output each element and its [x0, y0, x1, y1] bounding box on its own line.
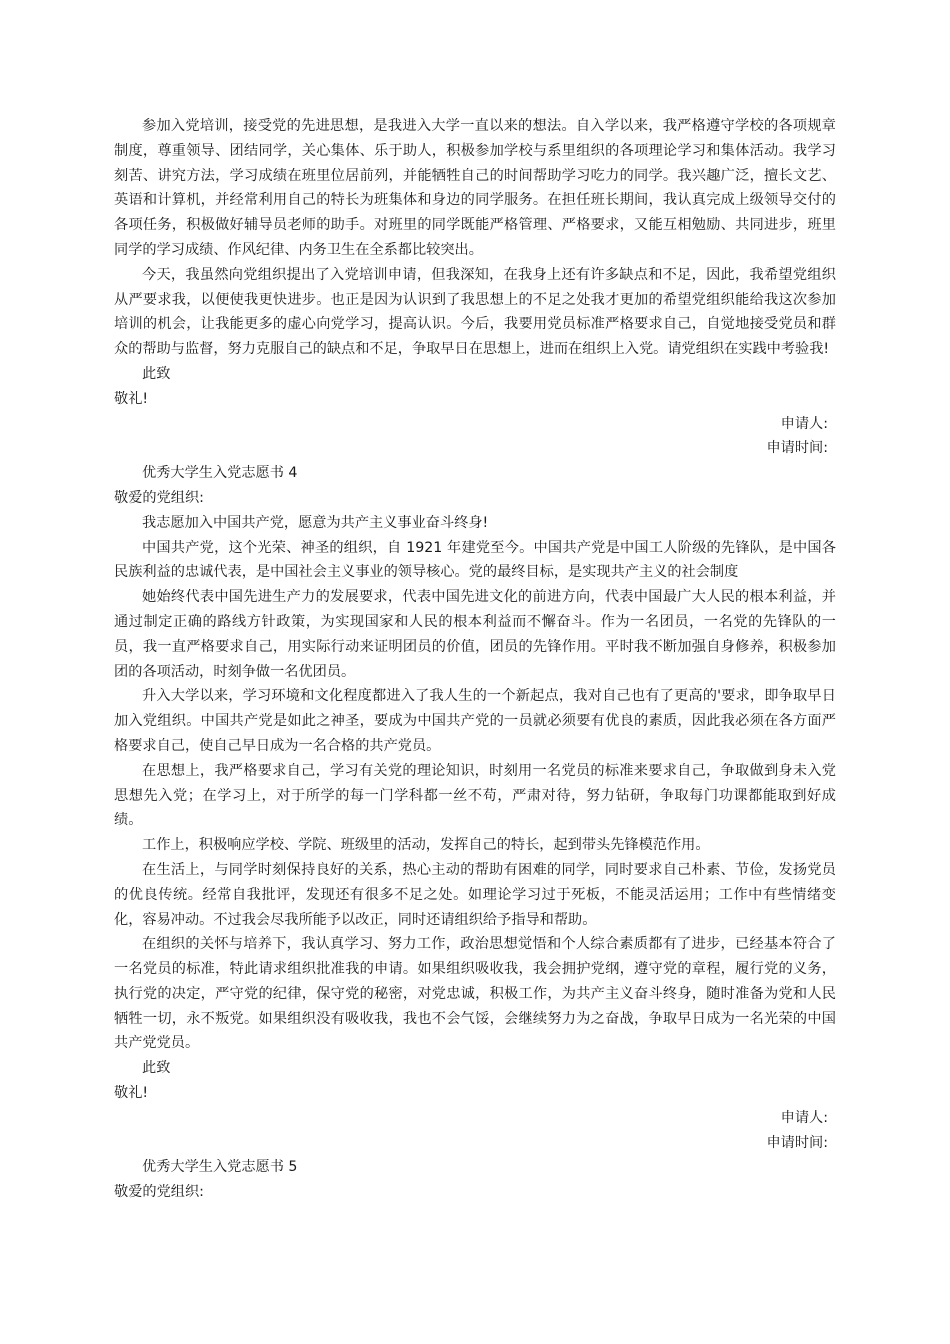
paragraph: 参加入党培训，接受党的先进思想，是我进入大学一直以来的想法。自入学以来，我严格遵守学校的各项规章制度，尊重领导、团结同学，关心集体、乐于助人，积极参加学校与系里组织的各项理论学习和集体活动。我学习刻苦、讲究方法，学习成绩在班里位居前列，并能牺牲自己的时间帮助学习吃力的同学。我兴趣广泛，擅长文艺、英语和计算机，并经常利用自己的特长为班集体和身边的同学服务。在担任班长期间，我认真完成上级领导交付的各项任务，积极做好辅导员老师的助手。对班里的同学既能严格管理、严格要求，又能互相勉励、共同进步，班里同学的学习成绩、作风纪律、内务卫生在全系都比较突出。 — [114, 118, 836, 258]
greeting-text: 敬爱的党组织: — [114, 1184, 204, 1201]
paragraph: 中国共产党，这个光荣、神圣的组织，自 1921 年建党至今。中国共产党是中国工人阶级的先锋队，是中国各民族利益的忠诚代表，是中国社会主义事业的领导核心。党的最终目标，是实现共产主义的社会制度 — [114, 539, 836, 581]
date-label: 申请时间: — [766, 440, 828, 457]
applicant-label: 申请人: — [780, 1109, 828, 1126]
paragraph: 我志愿加入中国共产党，愿意为共产主义事业奋斗终身! — [142, 514, 489, 531]
section-title: 优秀大学生入党志愿书 4 — [142, 465, 298, 482]
paragraph: 升入大学以来，学习环境和文化程度都进入了我人生的一个新起点，我对自己也有了更高的'要求，即争取早日加入党组织。中国共产党是如此之神圣，要成为中国共产党的一员就必须要有优良的素质，因此我必须在各方面严格要求自己，使自己早日成为一名合格的共产党员。 — [114, 688, 836, 754]
paragraph: 在思想上，我严格要求自己，学习有关党的理论知识，时刻用一名党员的标准来要求自己，争取做到身未入党思想先入党；在学习上，对于所学的每一门学科都一丝不苟，严肃对待，努力钻研，争取每门功课都能取到好成绩。 — [114, 762, 836, 829]
applicant-label: 申请人: — [780, 415, 828, 432]
paragraph: 在组织的关怀与培养下，我认真学习、努力工作，政治思想觉悟和个人综合素质都有了进步，已经基本符合了一名党员的标准，特此请求组织批准我的申请。如果组织吸收我，我会拥护党纲，遵守党的章程，履行党的义务，执行党的决定，严守党的纪律，保守党的秘密，对党忠诚，积极工作，为共产主义奋斗终身，随时准备为党和人民牺牲一切，永不叛党。如果组织没有吸收我，我也不会气馁，会继续努力为之奋战，争取早日成为一名光荣的中国共产党党员。 — [114, 936, 836, 1052]
paragraph: 在生活上，与同学时刻保持良好的关系，热心主动的帮助有困难的同学，同时要求自己朴素、节俭，发扬党员的优良传统。经常自我批评，发现还有很多不足之处。如理论学习过于死板，不能灵活运用；工作中有些情绪变化，容易冲动。不过我会尽我所能予以改正，同时还请组织给予指导和帮助。 — [114, 861, 836, 928]
section-title: 优秀大学生入党志愿书 5 — [142, 1159, 298, 1176]
closing-text: 此致 — [142, 1060, 171, 1077]
closing-text: 此致 — [142, 365, 171, 382]
salute-text: 敬礼! — [114, 390, 149, 407]
paragraph: 她始终代表中国先进生产力的发展要求，代表中国先进文化的前进方向，代表中国最广大人民的根本利益，并通过制定正确的路线方针政策，为实现国家和人民的根本利益而不懈奋斗。作为一名团员，一名党的先锋队的一员，我一直严格要求自己，用实际行动来证明团员的价值，团员的先锋作用。平时我不断加强自身修养，积极参加团的各项活动，时刻争做一名优团员。 — [114, 589, 836, 680]
paragraph: 工作上，积极响应学校、学院、班级里的活动，发挥自己的特长，起到带头先锋模范作用。 — [142, 837, 710, 854]
salute-text: 敬礼! — [114, 1085, 149, 1102]
document-body — [114, 114, 836, 1205]
date-label: 申请时间: — [766, 1134, 828, 1151]
greeting-text: 敬爱的党组织: — [114, 489, 204, 506]
paragraph: 今天，我虽然向党组织提出了入党培训申请，但我深知，在我身上还有许多缺点和不足，因此，我希望党组织从严要求我，以便使我更快进步。也正是因为认识到了我思想上的不足之处我才更加的希望党组织能给我这次参加培训的机会，让我能更多的虚心向党学习，提高认识。今后，我要用党员标准严格要求自己，自觉地接受党员和群众的帮助与监督，努力克服自己的缺点和不足，争取早日在思想上，进而在组织上入党。请党组织在实践中考验我! — [114, 266, 836, 358]
